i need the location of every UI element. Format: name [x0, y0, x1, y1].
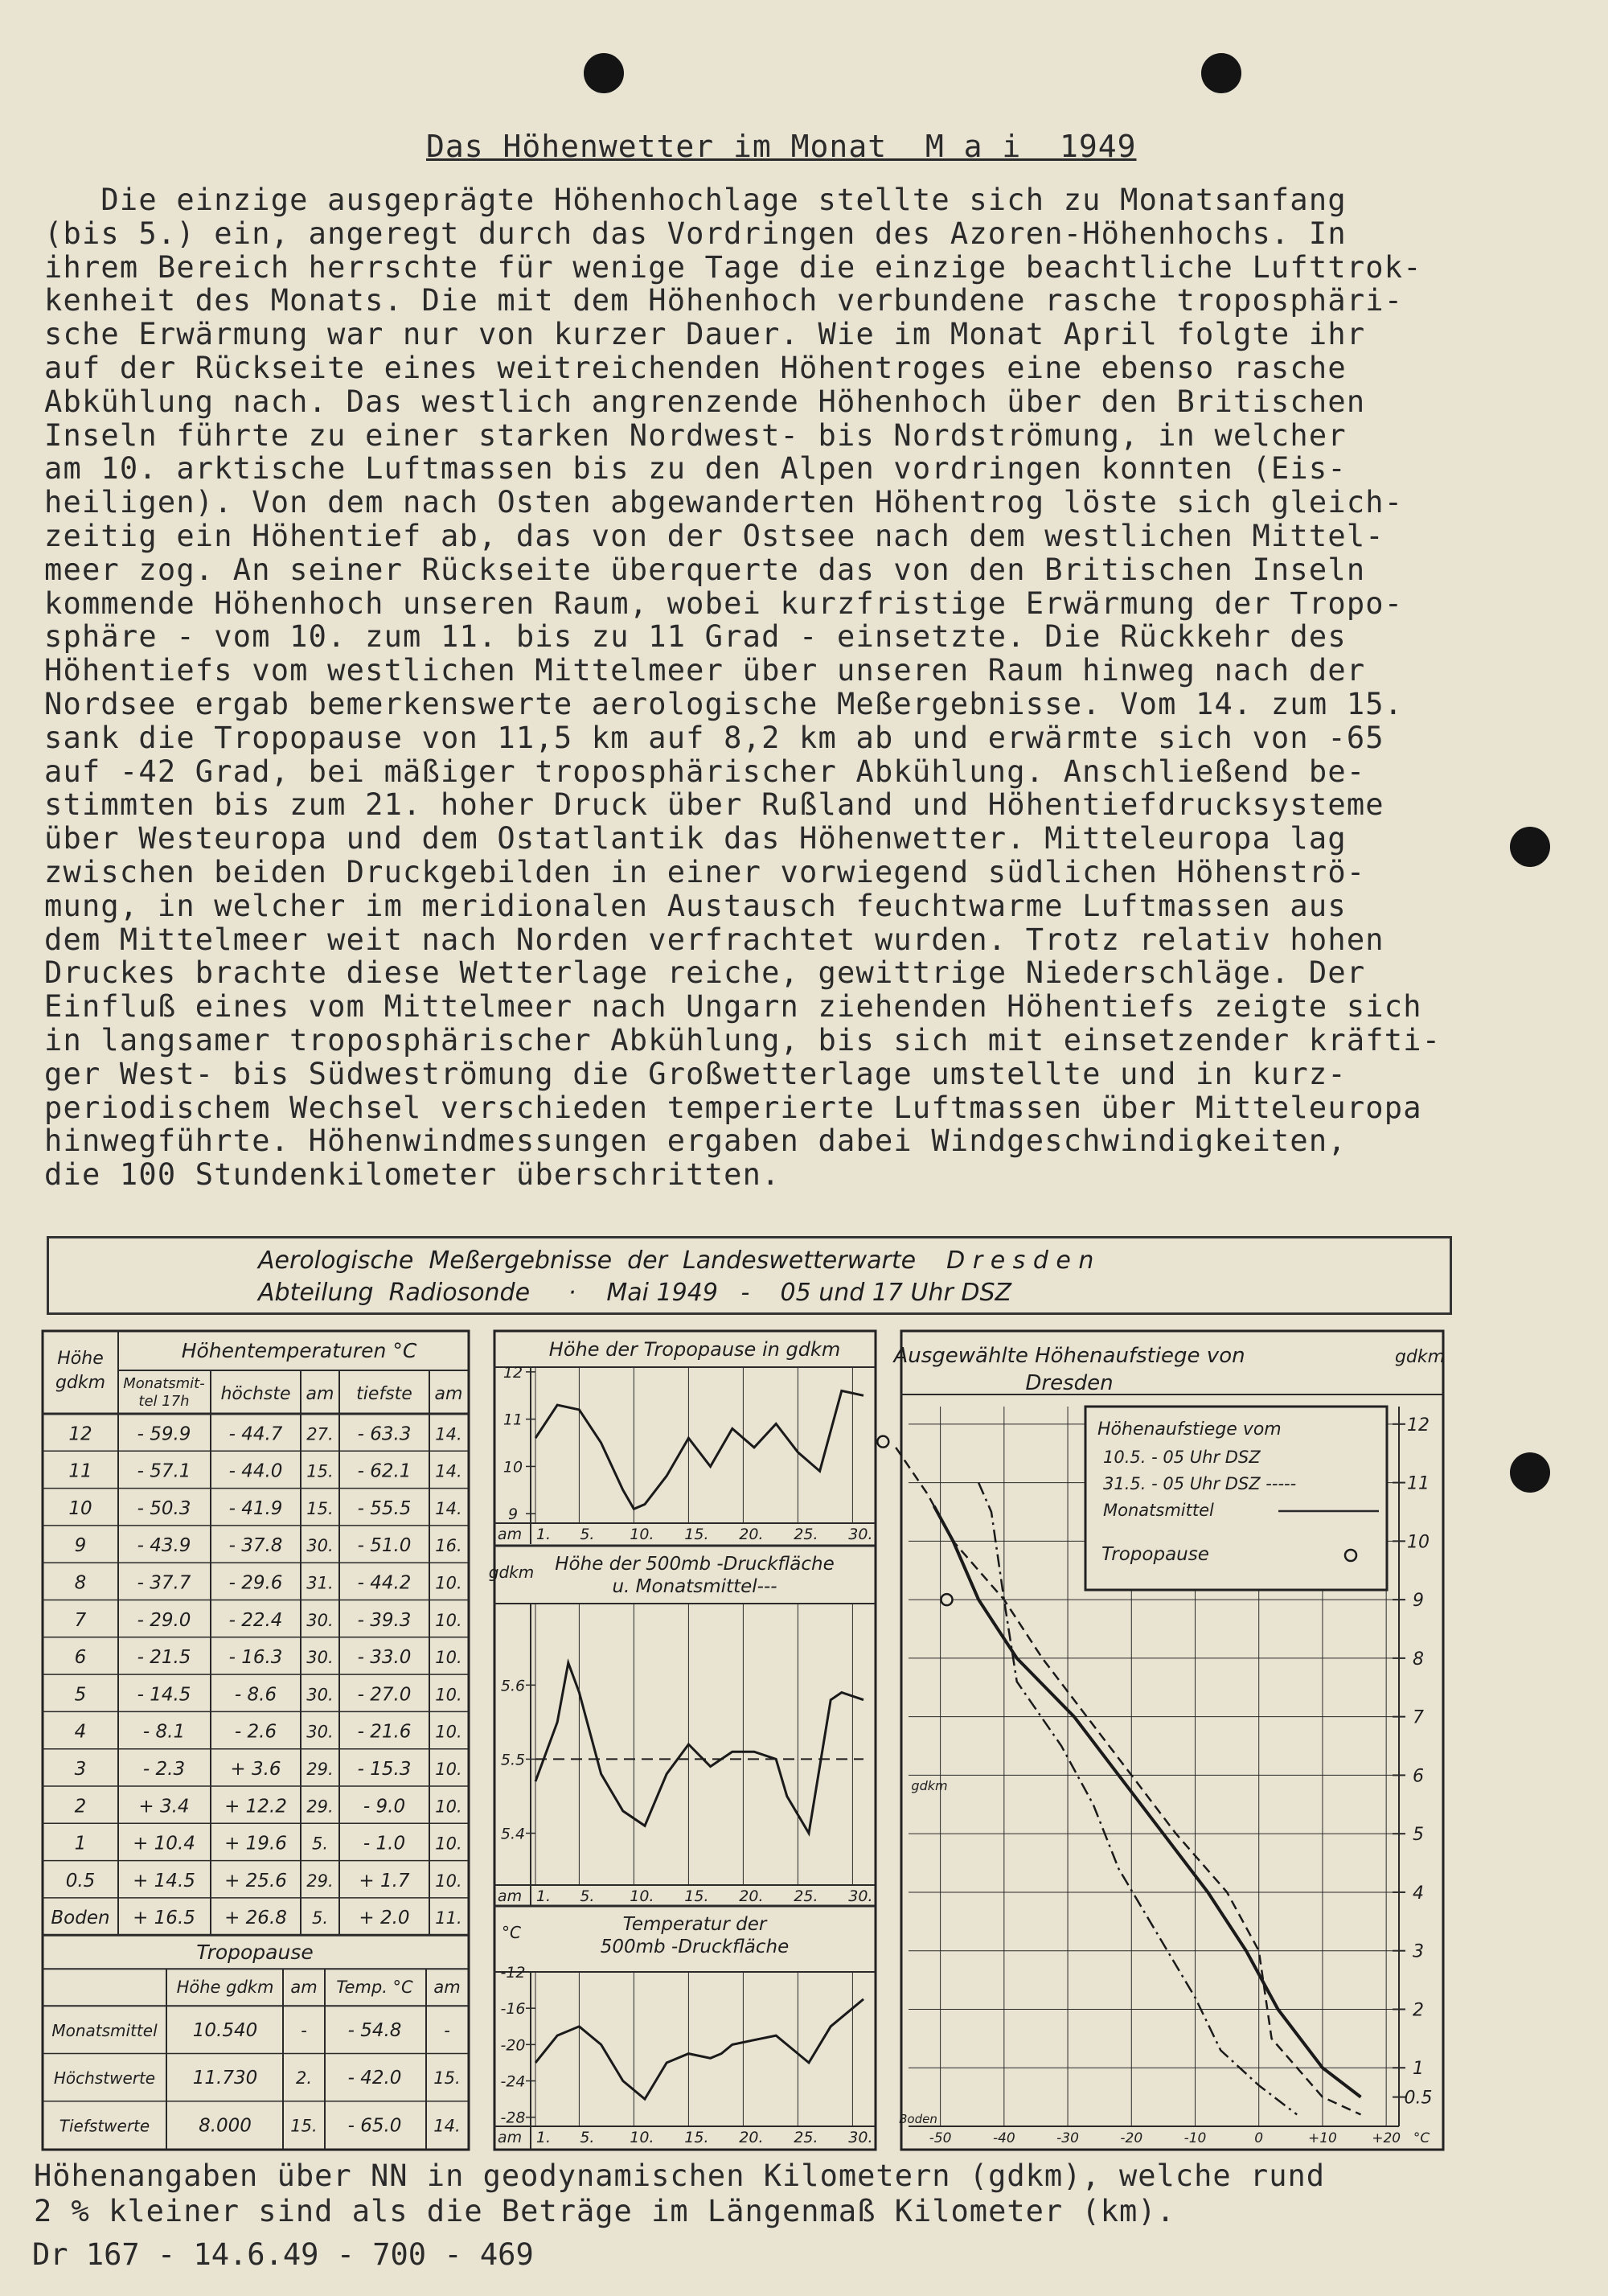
cell-max-date: 29.: [306, 1760, 334, 1779]
x-tick-label: 10.: [630, 1526, 654, 1543]
body-text-line: dem Mittelmeer weit nach Norden verfrachtet wurden. Trotz relativ hohen: [44, 922, 1384, 957]
cell-max-date: 5.: [311, 1908, 329, 1928]
y-tick-label: 0.5: [1404, 2088, 1433, 2109]
y-tick-label: -12: [500, 1964, 526, 1982]
cell-height: 0.5: [65, 1870, 96, 1891]
legend-entry: 31.5. - 05 Uhr DSZ -----: [1103, 1474, 1297, 1493]
table-row: [68, 1461, 461, 1482]
body-text-line: Die einzige ausgeprägte Höhenhochlage stellte sich zu Monatsanfang: [44, 183, 1347, 217]
legend-entry: Tropopause: [1101, 1544, 1209, 1565]
body-text-line: Nordsee ergab bemerkenswerte aerologische Meßergebnisse. Vom 14. zum 15.: [44, 686, 1404, 721]
x-tick-label: 15.: [684, 2129, 709, 2146]
tropo-temp-date: 14.: [433, 2116, 461, 2136]
ascent-series: [934, 1506, 1361, 2097]
tropo-row-label: Höchstwerte: [53, 2068, 156, 2089]
body-text-line: stimmten bis zum 21. hoher Druck über Rußland und Höhentiefdrucksysteme: [44, 787, 1384, 823]
cell-max-date: 30.: [306, 1648, 334, 1668]
cell-min: + 2.0: [359, 1908, 410, 1929]
x-tick-label: -50: [929, 2130, 952, 2146]
cell-height: 2: [74, 1796, 87, 1817]
table-row: [75, 1796, 462, 1817]
x-tick-label: -40: [992, 2130, 1015, 2146]
cell-min: - 15.3: [357, 1759, 412, 1780]
cell-max-date: 30.: [306, 1722, 334, 1742]
cell-mean: - 8.1: [142, 1721, 186, 1743]
chart-ylabel: gdkm: [488, 1563, 535, 1582]
body-text-line: Abkühlung nach. Das westlich angrenzende Höhenhoch über den Britischen: [44, 384, 1366, 419]
body-text-line: in langsamer troposphärischer Abkühlung, bis sich mit einsetzender kräfti-: [44, 1022, 1442, 1058]
cell-min-date: 10.: [435, 1685, 462, 1705]
body-text: [44, 183, 1441, 1192]
y-tick-label: 12: [1407, 1415, 1430, 1436]
table-row: [75, 1759, 462, 1780]
cell-height: 3: [74, 1759, 87, 1780]
cell-max: + 12.2: [224, 1796, 287, 1817]
x-tick-label: -10: [1183, 2130, 1207, 2146]
body-text-line: zwischen beiden Druckgebilden in einer vorwiegend südlichen Höhenströ-: [44, 854, 1366, 889]
cell-max: + 3.6: [230, 1759, 281, 1780]
body-text-line: die 100 Stundenkilometer überschritten.: [44, 1157, 781, 1193]
y-tick-label: 11: [503, 1411, 523, 1429]
x-tick-label: 1.: [535, 1887, 552, 1905]
cell-min: + 1.7: [359, 1870, 410, 1891]
tropo-height-date: -: [301, 2020, 307, 2040]
cell-max-date: 29.: [306, 1871, 334, 1891]
cell-min-date: 10.: [435, 1722, 462, 1742]
body-text-line: hinwegführte. Höhenwindmessungen ergaben dabei Windgeschwindigkeiten,: [44, 1123, 1347, 1159]
y-tick-label: 5: [1413, 1825, 1424, 1846]
tropo-temp-date: -: [444, 2020, 450, 2040]
table-row: [75, 1834, 462, 1854]
temp-table-title: Höhentemperaturen °C: [181, 1339, 417, 1362]
body-text-line: am 10. arktische Luftmassen bis zu den Alpen vordringen konnten (Eis-: [44, 451, 1347, 487]
x-tick-label: 25.: [794, 1887, 818, 1905]
x-tick-label: +20: [1372, 2130, 1401, 2146]
x-axis-unit: °C: [1413, 2130, 1430, 2146]
y-tick-label: 2: [1413, 2000, 1424, 2021]
cell-max: - 37.8: [228, 1535, 283, 1557]
chart-title: Höhe der Tropopause in gdkm: [548, 1338, 841, 1361]
x-tick-label: 5.: [580, 1887, 595, 1905]
body-text-line: heiligen). Von dem nach Osten abgewanderten Höhentrog löste sich gleich-: [44, 485, 1404, 520]
cell-min-date: 14.: [435, 1461, 462, 1481]
table-row: [75, 1684, 462, 1705]
legend-marker: [1345, 1550, 1356, 1561]
table-row: [75, 1610, 462, 1631]
tropopause-marker: [941, 1594, 953, 1605]
cell-max-date: 30.: [306, 1685, 334, 1705]
cell-height: 5: [74, 1684, 87, 1706]
body-text-line: periodischem Wechsel verschieden temperierte Luftmassen über Mitteleuropa: [44, 1090, 1422, 1125]
legend-title: Höhenaufstiege vom: [1097, 1419, 1282, 1440]
tropo-row-label: Monatsmittel: [51, 2020, 158, 2040]
cell-height: Boden: [51, 1908, 110, 1929]
cell-min: - 62.1: [357, 1460, 412, 1482]
table-row: [75, 1722, 462, 1743]
cell-height: 9: [74, 1535, 87, 1557]
body-text-line: sche Erwärmung war nur von kurzer Dauer. Wie im Monat April folgte ihr: [44, 317, 1366, 352]
x-tick-label: 5.: [580, 1526, 595, 1543]
body-text-line: ihrem Bereich herrschte für wenige Tage die einzige beachtliche Lufttrok-: [44, 249, 1422, 285]
chart-title: Dresden: [1025, 1371, 1114, 1395]
table-row: [75, 1535, 462, 1556]
y-tick-label: 12: [503, 1363, 523, 1382]
temperature-tables: [42, 1330, 476, 2150]
cell-max-date: 30.: [306, 1536, 334, 1556]
cell-height: 6: [74, 1647, 87, 1669]
y-tick-label: 10: [1407, 1532, 1430, 1553]
cell-max: + 19.6: [224, 1833, 287, 1854]
tropo-row: [54, 2068, 461, 2089]
punch-hole: [1201, 53, 1241, 93]
x-tick-label: -20: [1120, 2130, 1143, 2146]
cell-min: - 9.0: [363, 1796, 406, 1817]
cell-min: - 1.0: [363, 1833, 406, 1854]
x-tick-label: 15.: [684, 1526, 709, 1543]
col-mean-header: tel 17h: [138, 1393, 190, 1410]
x-tick-label: 30.: [848, 1887, 873, 1905]
tropo-col-am: am: [290, 1978, 318, 1998]
tropo-height-date: 15.: [290, 2116, 318, 2136]
cell-height: 11: [68, 1460, 92, 1482]
punch-hole: [1510, 827, 1550, 867]
chart-title: u. Monatsmittel---: [612, 1576, 777, 1597]
col-max-header: höchste: [220, 1384, 291, 1404]
cell-min-date: 10.: [435, 1834, 462, 1854]
series-line: [535, 1999, 863, 2099]
table-row: [68, 1498, 461, 1519]
cell-mean: - 37.7: [137, 1572, 191, 1594]
cell-min-date: 10.: [435, 1610, 462, 1630]
x-axis-label: am: [497, 1526, 523, 1543]
col-height-header: gdkm: [55, 1373, 106, 1393]
cell-min-date: 10.: [435, 1573, 462, 1593]
series-line: [535, 1663, 863, 1834]
time-chart-1: [494, 1338, 875, 1544]
cell-mean: + 14.5: [133, 1870, 195, 1891]
header-line-2: Abteilung Radiosonde · Mai 1949 - 05 und 17 Uhr DSZ: [258, 1279, 1012, 1307]
cell-max-date: 31.: [306, 1573, 334, 1593]
cell-mean: - 2.3: [142, 1759, 186, 1780]
cell-height: 10: [68, 1497, 92, 1519]
x-tick-label: 20.: [739, 1526, 764, 1543]
cell-mean: + 10.4: [133, 1833, 195, 1854]
y-tick-label: 5.4: [500, 1825, 526, 1843]
table-row: [75, 1647, 462, 1668]
y-tick-label: 4: [1413, 1883, 1424, 1904]
footnote: [34, 2158, 1325, 2229]
cell-min: - 27.0: [357, 1684, 412, 1706]
body-text-line: über Westeuropa und dem Ostatlantik das Höhenwetter. Mitteleuropa lag: [44, 821, 1347, 856]
body-text-line: zeitig ein Höhentief ab, das von der Ostsee nach dem westlichen Mittel-: [44, 518, 1384, 553]
legend-entry: 10.5. - 05 Uhr DSZ: [1103, 1448, 1261, 1467]
cell-max: - 44.7: [228, 1423, 283, 1445]
body-text-line: ger West- bis Südweströmung die Großwetterlage umstellte und in kurz-: [44, 1056, 1347, 1091]
table-row: [66, 1871, 462, 1891]
cell-mean: - 50.3: [137, 1497, 191, 1519]
tropo-col-am: am: [433, 1978, 461, 1998]
cell-min-date: 11.: [435, 1908, 462, 1928]
cell-max: - 16.3: [228, 1647, 283, 1669]
time-chart-3: [494, 1906, 875, 2149]
x-tick-label: 10.: [630, 2129, 654, 2146]
y-tick-label: 11: [1407, 1473, 1430, 1494]
y-tick-label: 7: [1413, 1707, 1424, 1728]
table-row: [68, 1423, 461, 1444]
body-text-line: auf der Rückseite eines weitreichenden Höhentroges eine ebenso rasche: [44, 350, 1347, 385]
cell-min-date: 14.: [435, 1498, 462, 1518]
series-line: [535, 1390, 863, 1509]
x-tick-label: 0: [1254, 2130, 1264, 2146]
table-row: [75, 1573, 462, 1594]
col-min-header: tiefste: [356, 1384, 412, 1404]
y-tick-label: -24: [500, 2072, 526, 2091]
cell-max: - 22.4: [228, 1609, 283, 1631]
time-series-charts: [488, 1330, 880, 2150]
tropo-temp: - 54.8: [347, 2019, 402, 2041]
time-chart-2: [489, 1546, 875, 1906]
y-axis-inner-label: gdkm: [911, 1778, 948, 1793]
tropopause-marker: [877, 1436, 888, 1448]
body-text-line: kenheit des Monats. Die mit dem Höhenhoch verbundene rasche troposphäri-: [44, 283, 1404, 318]
body-text-line: Inseln führte zu einer starken Nordwest- bis Nordströmung, in welcher: [44, 417, 1347, 453]
x-tick-label: +10: [1307, 2130, 1337, 2146]
x-axis-label: am: [497, 1887, 523, 1905]
tropo-row: [59, 2115, 461, 2136]
tropo-row-label: Tiefstwerte: [59, 2116, 150, 2136]
x-tick-label: 20.: [739, 2129, 764, 2146]
cell-mean: - 29.0: [137, 1609, 191, 1631]
y-tick-label: 8: [1413, 1649, 1424, 1670]
cell-max: + 25.6: [224, 1870, 287, 1891]
cell-min-date: 16.: [435, 1536, 462, 1556]
y-tick-label: 1: [1413, 2059, 1424, 2080]
cell-min: - 21.6: [357, 1721, 412, 1743]
tropo-height: 11.730: [192, 2068, 258, 2089]
header-line-1: Aerologische Meßergebnisse der Landeswetterwarte D r e s d e n: [258, 1247, 1094, 1275]
cell-height: 12: [68, 1423, 92, 1445]
cell-mean: + 3.4: [138, 1796, 190, 1817]
tropo-temp: - 42.0: [347, 2068, 402, 2089]
x-tick-label: 1.: [535, 2129, 552, 2146]
body-text-line: Druckes brachte diese Wetterlage reiche, gewittrige Niederschläge. Der: [44, 955, 1366, 991]
footnote-line: 2 % kleiner sind als die Beträge im Längenmaß Kilometer (km).: [34, 2194, 1175, 2228]
x-tick-label: 10.: [630, 1887, 654, 1905]
ascent-chart: [893, 1330, 1455, 2150]
cell-min: - 55.5: [357, 1497, 412, 1519]
x-tick-label: 1.: [535, 1526, 552, 1543]
cell-max-date: 30.: [306, 1610, 334, 1630]
cell-max-date: 29.: [306, 1797, 334, 1817]
cell-height: 1: [74, 1833, 87, 1854]
col-mean-header: Monatsmit-: [123, 1375, 205, 1392]
cell-max: - 8.6: [234, 1684, 277, 1706]
cell-min-date: 10.: [435, 1871, 462, 1891]
body-text-line: mung, in welcher im meridionalen Austausch feuchtwarme Luftmassen aus: [44, 888, 1347, 923]
cell-max: - 44.0: [228, 1460, 283, 1482]
x-tick-label: 30.: [848, 1526, 873, 1543]
body-text-line: sphäre - vom 10. zum 11. bis zu 11 Grad - einsetzte. Die Rückkehr des: [44, 619, 1347, 655]
x-tick-label: 20.: [739, 1887, 764, 1905]
cell-max: + 26.8: [224, 1908, 287, 1929]
body-text-line: kommende Höhenhoch unseren Raum, wobei kurzfristige Erwärmung der Tropo-: [44, 585, 1404, 621]
x-axis-label: am: [497, 2129, 523, 2146]
x-tick-label: 25.: [794, 1526, 818, 1543]
cell-height: 4: [74, 1721, 87, 1743]
body-text-line: (bis 5.) ein, angeregt durch das Vordringen des Azoren-Höhenhochs. In: [44, 216, 1347, 251]
tropo-col-temp: Temp. °C: [336, 1978, 413, 1998]
cell-min: - 63.3: [357, 1423, 412, 1445]
cell-max: - 41.9: [228, 1497, 283, 1519]
cell-min-date: 10.: [435, 1797, 462, 1817]
y-tick-label: 3: [1413, 1941, 1424, 1962]
chart-title: 500mb -Druckfläche: [600, 1937, 790, 1957]
y-tick-label: Boden: [899, 2112, 937, 2126]
y-tick-label: -20: [500, 2036, 526, 2055]
cell-height: 7: [74, 1609, 87, 1631]
tropo-height-date: 2.: [295, 2068, 313, 2089]
col-am-header: am: [306, 1384, 334, 1404]
tropo-height: 8.000: [199, 2115, 252, 2137]
tropo-col-height: Höhe gdkm: [176, 1978, 274, 1998]
cell-max-date: 15.: [306, 1461, 334, 1481]
cell-min-date: 10.: [435, 1648, 462, 1668]
body-text-line: Höhentiefs vom westlichen Mittelmeer über unseren Raum hinweg nach der: [44, 653, 1366, 688]
cell-max: - 2.6: [234, 1721, 277, 1743]
y-tick-label: 5.5: [500, 1751, 526, 1769]
cell-min: - 44.2: [357, 1572, 412, 1594]
cell-max-date: 15.: [306, 1498, 334, 1518]
cell-min: - 51.0: [357, 1535, 412, 1557]
x-tick-label: 5.: [580, 2129, 595, 2146]
table-row: [51, 1908, 461, 1928]
y-tick-label: 6: [1413, 1766, 1424, 1787]
y-axis-unit: gdkm: [1394, 1347, 1446, 1367]
tropo-table-title: Tropopause: [196, 1941, 314, 1965]
cell-mean: - 21.5: [137, 1647, 191, 1669]
footnote-line: Höhenangaben über NN in geodynamischen Kilometern (gdkm), welche rund: [34, 2158, 1326, 2193]
cell-min: - 33.0: [357, 1647, 412, 1669]
chart-ylabel: °C: [502, 1923, 521, 1942]
y-tick-label: 5.6: [500, 1677, 526, 1695]
cell-height: 8: [74, 1572, 87, 1594]
y-tick-label: 10: [503, 1458, 523, 1477]
tropo-height: 10.540: [192, 2019, 258, 2041]
y-tick-label: -16: [500, 2000, 526, 2019]
cell-mean: - 59.9: [137, 1423, 191, 1445]
document-reference: Dr 167 - 14.6.49 - 700 - 469: [32, 2237, 534, 2272]
y-tick-label: 9: [1413, 1591, 1424, 1612]
cell-min: - 39.3: [357, 1609, 412, 1631]
tropo-temp: - 65.0: [347, 2115, 402, 2137]
cell-max: - 29.6: [228, 1572, 283, 1594]
chart-title: Höhe der 500mb -Druckfläche: [555, 1554, 835, 1575]
tropo-temp-date: 15.: [433, 2068, 461, 2089]
x-tick-label: 30.: [848, 2129, 873, 2146]
body-text-line: sank die Tropopause von 11,5 km auf 8,2 km ab und erwärmte sich von -65: [44, 720, 1384, 755]
page-title: Das Höhenwetter im Monat M a i 1949: [426, 129, 1137, 164]
cell-max-date: 27.: [306, 1424, 334, 1444]
col-height-header: Höhe: [57, 1349, 104, 1369]
x-tick-label: 25.: [794, 2129, 818, 2146]
measurement-header-box: [47, 1236, 1452, 1315]
punch-hole: [584, 53, 624, 93]
y-tick-label: 9: [507, 1505, 519, 1524]
legend-entry: Monatsmittel: [1103, 1501, 1214, 1520]
col-am-header: am: [434, 1384, 463, 1404]
y-tick-label: -28: [500, 2109, 526, 2127]
cell-mean: - 43.9: [137, 1535, 191, 1557]
body-text-line: Einfluß eines vom Mittelmeer nach Ungarn ziehenden Höhentiefs zeigte sich: [44, 989, 1422, 1025]
punch-hole: [1510, 1452, 1550, 1493]
chart-title: Ausgewählte Höhenaufstiege von: [893, 1344, 1245, 1368]
x-tick-label: -30: [1056, 2130, 1079, 2146]
x-tick-label: 15.: [684, 1887, 709, 1905]
body-text-line: meer zog. An seiner Rückseite überquerte das von den Britischen Inseln: [44, 552, 1366, 587]
chart-title: Temperatur der: [622, 1914, 767, 1935]
cell-mean: - 14.5: [137, 1684, 191, 1706]
cell-max-date: 5.: [311, 1834, 329, 1854]
body-text-line: auf -42 Grad, bei mäßiger troposphärischer Abkühlung. Anschließend be-: [44, 754, 1366, 789]
legend: [1085, 1407, 1387, 1590]
cell-mean: - 57.1: [137, 1460, 191, 1482]
cell-min-date: 10.: [435, 1760, 462, 1779]
cell-min-date: 14.: [435, 1424, 462, 1444]
cell-mean: + 16.5: [133, 1908, 195, 1929]
tropo-row: [51, 2020, 449, 2041]
